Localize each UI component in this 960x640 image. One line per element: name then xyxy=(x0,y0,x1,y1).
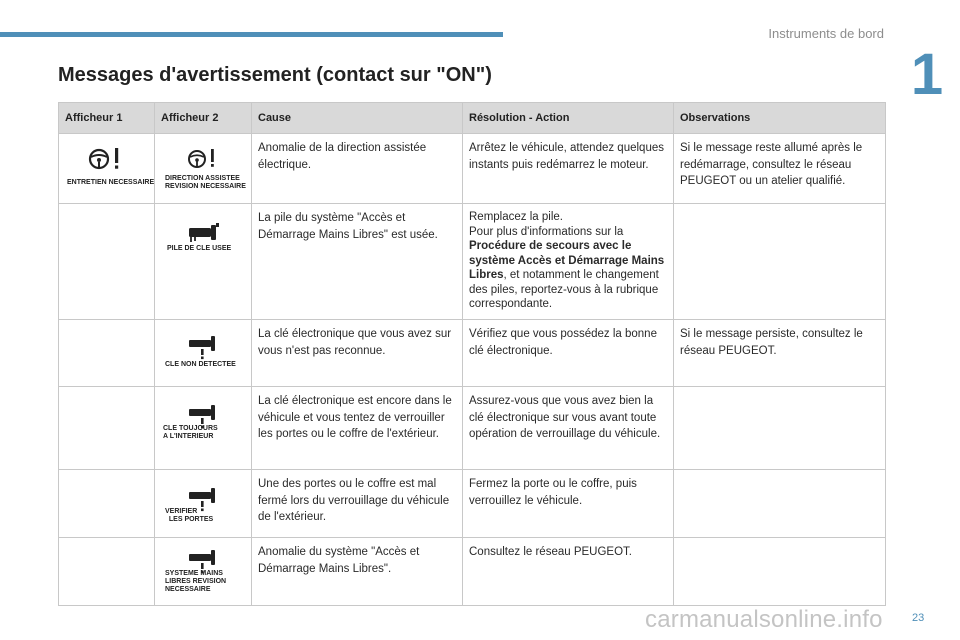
display1-cell-empty xyxy=(59,387,155,470)
table-row xyxy=(59,538,886,606)
page-number: 23 xyxy=(912,612,925,624)
column-header-observations: Observations xyxy=(674,103,886,134)
cause-cell: Une des portes ou le coffre est mal fermé lors du verrouillage du véhicule de l'extérieur. xyxy=(252,470,463,538)
table-row xyxy=(59,320,886,387)
display2-cell xyxy=(155,387,252,470)
display1-cell-empty xyxy=(59,320,155,387)
display1-cell xyxy=(59,134,155,204)
display2-cell xyxy=(155,320,252,387)
action-text-line: Remplacez la pile. xyxy=(469,211,563,223)
column-header-display2: Afficheur 2 xyxy=(155,103,252,134)
cause-cell: La clé électronique est encore dans le véhicule et vous tentez de verrouiller les portes ou le coffre de l'extérieur. xyxy=(252,387,463,470)
table-row xyxy=(59,387,886,470)
display2-cell xyxy=(155,134,252,204)
steering-warning-icon xyxy=(179,146,227,174)
action-text-rest: , et notamment le changement des piles, reportez-vous à la rubrique correspondante. xyxy=(469,269,659,310)
observations-cell: Si le message persiste, consultez le réseau PEUGEOT. xyxy=(674,320,886,387)
observations-cell-empty xyxy=(674,204,886,320)
display2-cell xyxy=(155,470,252,538)
display2-caption: DIRECTION ASSISTEE REVISION NECESSAIRE xyxy=(165,175,246,190)
cause-cell: La clé électronique que vous avez sur vous n'est pas reconnue. xyxy=(252,320,463,387)
action-text-emphasis: Procédure de secours avec le système Accès et Démarrage Mains Libres xyxy=(469,240,665,281)
warning-messages-table xyxy=(58,102,886,606)
observations-cell: Si le message reste allumé après le redémarrage, consultez le réseau PEUGEOT ou un atelier qualifié. xyxy=(674,134,886,204)
action-cell: Arrêtez le véhicule, attendez quelques instants puis redémarrez le moteur. xyxy=(463,134,674,204)
page-title: Messages d'avertissement (contact sur "ON") xyxy=(58,64,492,86)
key-warning-icon xyxy=(179,332,227,360)
display2-cell xyxy=(155,204,252,320)
header-accent-bar xyxy=(0,32,503,37)
display1-cell-empty xyxy=(59,470,155,538)
table-row xyxy=(59,204,886,320)
watermark: carmanualsonline.info xyxy=(645,606,883,633)
cause-cell: Anomalie du système "Accès et Démarrage Mains Libres". xyxy=(252,538,463,606)
column-header-display1: Afficheur 1 xyxy=(59,103,155,134)
table-header-row xyxy=(59,103,886,134)
action-cell xyxy=(463,204,674,320)
display2-caption: CLE TOUJOURS A L'INTERIEUR xyxy=(163,425,218,440)
table-row xyxy=(59,470,886,538)
display2-caption: VERIFIER LES PORTES xyxy=(165,508,214,523)
chapter-number: 1 xyxy=(910,42,944,107)
action-text-line: Pour plus d'informations sur la xyxy=(469,225,624,238)
display1-caption: ENTRETIEN NECESSAIRE xyxy=(67,179,155,186)
steering-warning-icon xyxy=(83,146,131,174)
display1-cell-empty xyxy=(59,204,155,320)
display2-cell xyxy=(155,538,252,606)
display2-caption: PILE DE CLE USEE xyxy=(167,245,232,252)
observations-cell-empty xyxy=(674,387,886,470)
display1-cell-empty xyxy=(59,538,155,606)
column-header-action: Résolution - Action xyxy=(463,103,674,134)
cause-cell: Anomalie de la direction assistée électrique. xyxy=(252,134,463,204)
table-row xyxy=(59,134,886,204)
action-cell: Fermez la porte ou le coffre, puis verrouillez le véhicule. xyxy=(463,470,674,538)
observations-cell-empty xyxy=(674,470,886,538)
display2-caption: CLE NON DETECTEE xyxy=(165,361,236,368)
section-label: Instruments de bord xyxy=(768,26,884,41)
observations-cell-empty xyxy=(674,538,886,606)
column-header-cause: Cause xyxy=(252,103,463,134)
cause-cell: La pile du système "Accès et Démarrage Mains Libres" est usée. xyxy=(252,204,463,320)
action-cell: Consultez le réseau PEUGEOT. xyxy=(463,538,674,606)
display2-caption: SYSTEME MAINS LIBRES REVISION NECESSAIRE xyxy=(165,570,227,593)
key-battery-icon xyxy=(179,218,227,248)
action-cell: Vérifiez que vous possédez la bonne clé électronique. xyxy=(463,320,674,387)
action-cell: Assurez-vous que vous avez bien la clé électronique sur vous avant toute opération de verrouillage du véhicule. xyxy=(463,387,674,470)
